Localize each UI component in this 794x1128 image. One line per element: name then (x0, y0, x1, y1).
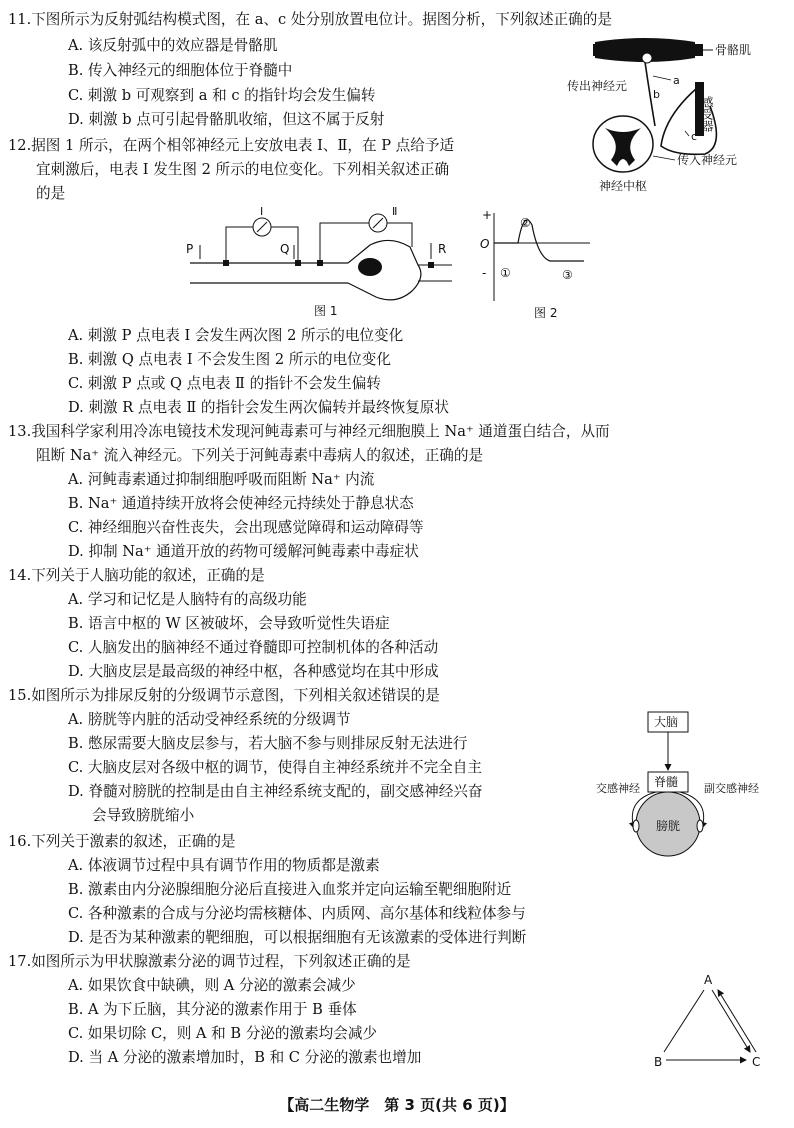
bladder-label: 膀胱 (656, 819, 681, 833)
label-b: b (653, 88, 660, 101)
label-a: a (673, 74, 680, 87)
q17-option-c: C. 如果切除 C，则 A 和 B 分泌的激素均会减少 (68, 1025, 378, 1042)
q12-stem-2: 宜刺激后，电表 Ⅰ 发生图 2 所示的电位变化。下列相关叙述正确 (36, 161, 450, 178)
label-circle-1: ① (500, 266, 511, 280)
node-c-label: C (752, 1055, 761, 1069)
q15-option-a: A. 膀胱等内脏的活动受神经系统的分级调节 (68, 711, 351, 728)
q12-option-d: D. 刺激 R 点电表 Ⅱ 的指针会发生两次偏转并最终恢复原状 (68, 399, 449, 416)
q12-option-c: C. 刺激 P 点或 Q 点电表 Ⅱ 的指针不会发生偏转 (68, 375, 381, 392)
q13-option-d: D. 抑制 Na⁺ 通道开放的药物可缓解河鲀毒素中毒症状 (68, 543, 419, 560)
q17-option-b: B. A 为下丘脑，其分泌的激素作用于 B 垂体 (68, 1001, 357, 1018)
q12-stem-1: 12.据图 1 所示，在两个相邻神经元上安放电表 Ⅰ、Ⅱ，在 P 点给予适 (8, 137, 455, 154)
center-label: 神经中枢 (599, 179, 648, 193)
micturition-figure (596, 708, 766, 858)
q16-stem: 16.下列关于激素的叙述，正确的是 (8, 833, 236, 850)
q16-option-b: B. 激素由内分泌腺细胞分泌后直接进入血浆并定向运输至靶细胞附近 (68, 881, 512, 898)
q15-stem: 15.如图所示为排尿反射的分级调节示意图，下列相关叙述错误的是 (8, 687, 440, 704)
label-c: c (691, 130, 698, 143)
brain-label: 大脑 (654, 715, 679, 729)
q12-option-b: B. 刺激 Q 点电表 Ⅰ 不会发生图 2 所示的电位变化 (68, 351, 391, 368)
q17-option-a: A. 如果饮食中缺碘，则 A 分泌的激素会减少 (68, 977, 356, 994)
q15-option-d-1: D. 脊髓对膀胱的控制是由自主神经系统支配的，副交感神经兴奋 (68, 783, 483, 800)
label-circle-3: ③ (562, 268, 573, 282)
q17-stem: 17.如图所示为甲状腺激素分泌的调节过程，下列叙述正确的是 (8, 953, 411, 970)
fig2-caption: 图 2 (534, 306, 558, 320)
q14-stem: 14.下列关于人脑功能的叙述，正确的是 (8, 567, 265, 584)
zero-label: O (480, 237, 490, 251)
q13-option-b: B. Na⁺ 通道持续开放将会使神经元持续处于静息状态 (68, 495, 414, 512)
muscle-label: 骨骼肌 (715, 43, 752, 57)
r-label: R (438, 242, 447, 256)
q13-stem-2: 阻断 Na⁺ 流入神经元。下列关于河鲀毒素中毒病人的叙述，正确的是 (36, 447, 484, 464)
plus-label: + (482, 208, 493, 222)
q14-option-c: C. 人脑发出的脑神经不通过脊髓即可控制机体的各种活动 (68, 639, 439, 656)
afferent-label: 传入神经元 (677, 153, 738, 167)
q11-option-a: A. 该反射弧中的效应器是骨骼肌 (68, 37, 278, 54)
label-circle-2: ② (520, 216, 531, 230)
q11-stem: 11.下图所示为反射弧结构模式图，在 a、c 处分别放置电位计。据图分析，下列叙述正确的是 (8, 11, 612, 28)
q13-option-c: C. 神经细胞兴奋性丧失，会出现感觉障碍和运动障碍等 (68, 519, 424, 536)
q14-option-b: B. 语言中枢的 W 区被破坏，会导致听觉性失语症 (68, 615, 390, 632)
q11-option-b: B. 传入神经元的细胞体位于脊髓中 (68, 62, 293, 79)
q11-option-c: C. 刺激 b 可观察到 a 和 c 的指针均会发生偏转 (68, 87, 376, 104)
q14-option-d: D. 大脑皮层是最高级的神经中枢，各种感觉均在其中形成 (68, 663, 439, 680)
q12-stem-3: 的是 (36, 185, 66, 202)
parasympathetic-label: 副交感神经 (704, 782, 759, 795)
q16-option-c: C. 各种激素的合成与分泌均需核糖体、内质网、高尔基体和线粒体参与 (68, 905, 526, 922)
page-footer: 【高二生物学 第 3 页(共 6 页)】 (279, 1096, 515, 1114)
q12-option-a: A. 刺激 P 点电表 Ⅰ 会发生两次图 2 所示的电位变化 (68, 327, 404, 344)
q13-stem-1: 13.我国科学家利用冷冻电镜技术发现河鲀毒素可与神经元细胞膜上 Na⁺ 通道蛋白结合，从而 (8, 423, 610, 440)
q13-option-a: A. 河鲀毒素通过抑制细胞呼吸而阻断 Na⁺ 内流 (68, 471, 375, 488)
minus-label: - (482, 266, 487, 280)
q-label: Q (280, 242, 290, 256)
spine-label: 脊髓 (654, 775, 679, 789)
meter-1-label: Ⅰ (260, 205, 264, 218)
node-b-label: B (654, 1055, 663, 1069)
receptor-label: 感受器 (700, 96, 714, 132)
node-a-label: A (704, 973, 713, 987)
p-label: P (186, 242, 194, 256)
neuron-meter-figure-1 (180, 205, 460, 325)
meter-2-label: Ⅱ (392, 205, 398, 218)
q15-option-c: C. 大脑皮层对各级中枢的调节，使得自主神经系统并不完全自主 (68, 759, 482, 776)
potential-graph-figure-2 (480, 205, 600, 325)
q15-option-b: B. 憋尿需要大脑皮层参与，若大脑不参与则排尿反射无法进行 (68, 735, 468, 752)
fig1-caption: 图 1 (314, 304, 338, 318)
sympathetic-label: 交感神经 (596, 782, 640, 795)
q15-option-d-2: 会导致膀胱缩小 (92, 807, 195, 824)
efferent-label: 传出神经元 (567, 79, 628, 93)
q16-option-d: D. 是否为某种激素的靶细胞，可以根据细胞有无该激素的受体进行判断 (68, 929, 527, 946)
q11-option-d: D. 刺激 b 点可引起骨骼肌收缩，但这不属于反射 (68, 111, 385, 128)
q16-option-a: A. 体液调节过程中具有调节作用的物质都是激素 (68, 857, 380, 874)
reflex-arc-figure (565, 36, 765, 196)
q14-option-a: A. 学习和记忆是人脑特有的高级功能 (68, 591, 307, 608)
thyroid-regulation-figure (640, 970, 780, 1074)
q17-option-d: D. 当 A 分泌的激素增加时，B 和 C 分泌的激素也增加 (68, 1049, 422, 1066)
